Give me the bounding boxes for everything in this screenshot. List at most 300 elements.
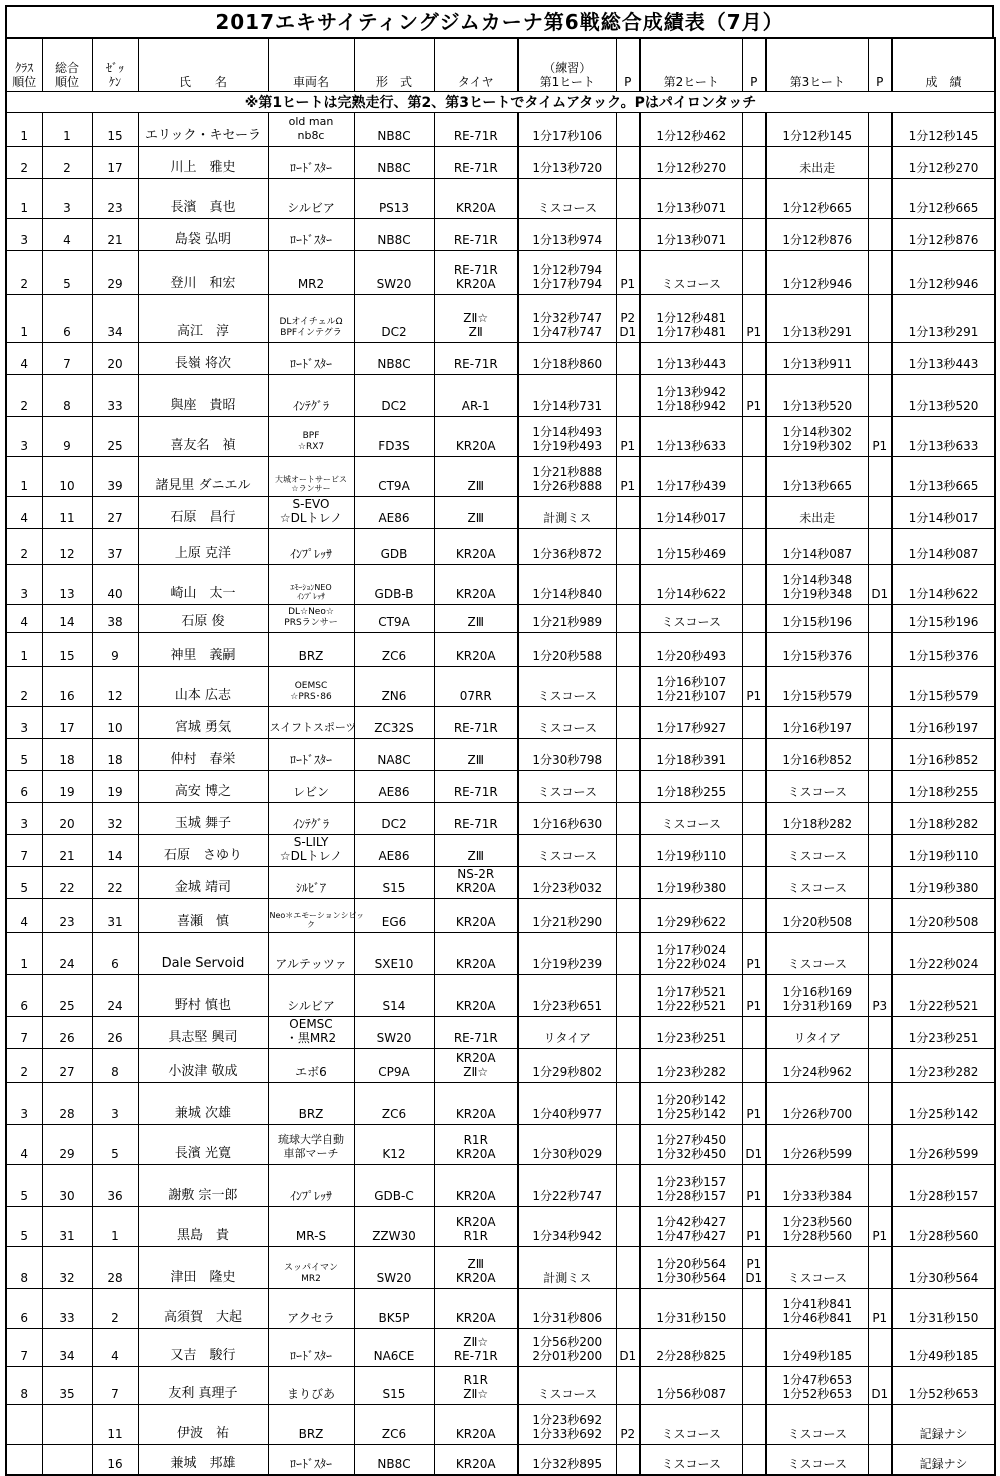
heat1-line: ミスコース xyxy=(537,689,597,703)
driver-name-cell: 喜瀬 慎 xyxy=(138,899,268,933)
class-rank-cell: 2 xyxy=(6,147,42,179)
driver-name-cell: 高須賀 大起 xyxy=(138,1289,268,1329)
heat2-penalty-cell xyxy=(742,1289,766,1329)
heat2-line: 1分20秒564 xyxy=(656,1257,727,1271)
car-name-cell xyxy=(268,179,354,219)
heat1-cell xyxy=(518,1017,616,1049)
tire-line: KR20A xyxy=(455,1107,496,1121)
car-name-cell xyxy=(268,1049,354,1083)
header-car: 車両名 xyxy=(268,38,354,92)
heat3-cell xyxy=(766,1445,868,1475)
table-row xyxy=(6,1367,995,1405)
zekken-cell: 39 xyxy=(92,457,138,497)
driver-name-cell: 小波津 敬成 xyxy=(138,1049,268,1083)
heat1-line: 1分29秒802 xyxy=(532,1065,603,1079)
result-cell: 1分12秒270 xyxy=(892,147,995,179)
heat2-line: 1分15秒469 xyxy=(656,547,727,561)
heat2-penalty-cell xyxy=(742,1367,766,1405)
zekken-cell: 11 xyxy=(92,1405,138,1445)
heat2-cell xyxy=(640,803,742,835)
heat1-penalty-cell xyxy=(616,933,640,975)
heat3-line: 1分12秒145 xyxy=(782,129,853,143)
heat2-penalty-cell xyxy=(742,867,766,899)
result-cell: 1分49秒185 xyxy=(892,1329,995,1367)
class-rank-cell: 3 xyxy=(6,1083,42,1125)
heat1-penalty-cell xyxy=(616,1367,640,1405)
heat2-cell xyxy=(640,343,742,375)
heat3-penalty-line: P1 xyxy=(872,439,888,453)
heat2-line: 1分19秒380 xyxy=(656,881,727,895)
tire-cell xyxy=(434,251,518,295)
model-cell: SXE10 xyxy=(354,933,434,975)
heat3-line: 1分14秒087 xyxy=(782,547,853,561)
heat1-cell xyxy=(518,1289,616,1329)
result-cell: 1分26秒599 xyxy=(892,1125,995,1165)
heat3-penalty-cell xyxy=(868,1329,892,1367)
zekken-cell: 17 xyxy=(92,147,138,179)
heat3-penalty-cell xyxy=(868,375,892,417)
heat2-penalty-cell xyxy=(742,457,766,497)
result-cell: 1分14秒017 xyxy=(892,497,995,529)
heat1-line: 1分12秒794 xyxy=(532,263,603,277)
heat1-penalty-cell xyxy=(616,529,640,565)
heat3-penalty-cell xyxy=(868,565,892,605)
heat3-line: 1分15秒579 xyxy=(782,689,853,703)
overall-rank-cell: 23 xyxy=(42,899,92,933)
overall-rank-cell: 22 xyxy=(42,867,92,899)
heat1-cell xyxy=(518,1367,616,1405)
result-cell: 1分23秒251 xyxy=(892,1017,995,1049)
heat3-line: 1分41秒841 xyxy=(782,1297,853,1311)
heat2-cell xyxy=(640,605,742,633)
heat1-line: 1分36秒872 xyxy=(532,547,603,561)
zekken-cell: 4 xyxy=(92,1329,138,1367)
heat1-line: 1分14秒840 xyxy=(532,587,603,601)
class-rank-cell: 1 xyxy=(6,457,42,497)
model-cell: K12 xyxy=(354,1125,434,1165)
class-rank-cell: 2 xyxy=(6,667,42,707)
heat2-line: 1分27秒450 xyxy=(656,1133,727,1147)
heat3-line: 1分12秒876 xyxy=(782,233,853,247)
car-name-cell xyxy=(268,417,354,457)
zekken-cell: 1 xyxy=(92,1207,138,1247)
heat3-line: ミスコース xyxy=(787,849,847,863)
zekken-cell: 23 xyxy=(92,179,138,219)
car-name-line: スッパイマン xyxy=(284,1263,338,1273)
heat2-cell xyxy=(640,933,742,975)
driver-name-cell: 宮城 勇気 xyxy=(138,707,268,739)
heat2-penalty-line: D1 xyxy=(745,1147,763,1161)
result-cell: 1分12秒946 xyxy=(892,251,995,295)
table-row xyxy=(6,565,995,605)
zekken-cell: 20 xyxy=(92,343,138,375)
heat1-line: ミスコース xyxy=(537,721,597,735)
heat3-line: 1分33秒384 xyxy=(782,1189,853,1203)
class-rank-cell: 7 xyxy=(6,1329,42,1367)
heat2-cell xyxy=(640,147,742,179)
heat1-cell xyxy=(518,835,616,867)
heat1-penalty-cell xyxy=(616,1165,640,1207)
car-name-line: OEMSC xyxy=(294,681,328,691)
heat1-penalty-cell xyxy=(616,867,640,899)
zekken-cell: 12 xyxy=(92,667,138,707)
heat1-cell xyxy=(518,1405,616,1445)
model-cell: SW20 xyxy=(354,1247,434,1289)
tire-cell xyxy=(434,1289,518,1329)
overall-rank-cell: 1 xyxy=(42,113,92,147)
heat1-penalty-line: P2 xyxy=(620,1427,636,1441)
tire-line: RE-71R xyxy=(453,817,498,831)
heat1-line: ミスコース xyxy=(537,785,597,799)
class-rank-cell: 7 xyxy=(6,835,42,867)
header-tire: タイヤ xyxy=(434,38,518,92)
tire-cell xyxy=(434,295,518,343)
heat1-penalty-cell xyxy=(616,1017,640,1049)
car-name-line: Neo＊エモーションシビッ xyxy=(269,911,365,920)
heat3-penalty-cell xyxy=(868,867,892,899)
heat2-penalty-cell xyxy=(742,1329,766,1367)
driver-name-cell: 長濱 真也 xyxy=(138,179,268,219)
results-sheet xyxy=(5,5,994,1476)
heat3-line: 1分52秒653 xyxy=(782,1387,853,1401)
tire-line: KR20A xyxy=(455,1147,496,1161)
heat2-cell xyxy=(640,1125,742,1165)
zekken-cell: 38 xyxy=(92,605,138,633)
heat1-line: 1分18秒860 xyxy=(532,357,603,371)
heat1-cell xyxy=(518,529,616,565)
heat3-cell xyxy=(766,633,868,667)
car-name-cell xyxy=(268,899,365,933)
tire-line: ZⅢ xyxy=(467,1257,484,1271)
tire-line: ZⅢ xyxy=(467,849,484,863)
class-rank-cell: 6 xyxy=(6,771,42,803)
zekken-cell: 3 xyxy=(92,1083,138,1125)
class-rank-cell: 4 xyxy=(6,497,42,529)
heat3-penalty-cell xyxy=(868,1165,892,1207)
car-name-line: BRZ xyxy=(298,1107,324,1121)
zekken-cell: 28 xyxy=(92,1247,138,1289)
overall-rank-cell: 9 xyxy=(42,417,92,457)
car-name-cell xyxy=(268,251,354,295)
heat3-penalty-cell xyxy=(868,497,892,529)
heat3-cell xyxy=(766,803,868,835)
heat1-cell xyxy=(518,633,616,667)
tire-line: KR20A xyxy=(455,1215,496,1229)
car-name-cell xyxy=(268,1367,354,1405)
heat3-penalty-cell xyxy=(868,605,892,633)
driver-name-cell: 神里 義嗣 xyxy=(138,633,268,667)
heat2-cell xyxy=(640,707,742,739)
tire-line: KR20A xyxy=(455,915,496,929)
heat2-cell xyxy=(640,417,742,457)
car-name-cell xyxy=(268,1083,354,1125)
model-cell: GDB xyxy=(354,529,434,565)
model-cell: SW20 xyxy=(354,251,434,295)
heat1-line: 1分30秒798 xyxy=(532,753,603,767)
heat2-penalty-cell xyxy=(742,219,766,251)
heat1-penalty-cell xyxy=(616,1445,640,1475)
heat2-cell xyxy=(640,739,742,771)
driver-name-cell: 諸見里 ダニエル xyxy=(138,457,268,497)
tire-line: RE-71R xyxy=(453,129,498,143)
table-row xyxy=(6,1247,995,1289)
result-cell: 1分16秒197 xyxy=(892,707,995,739)
heat1-line: 1分23秒651 xyxy=(532,999,603,1013)
driver-name-cell: 金城 靖司 xyxy=(138,867,268,899)
model-cell: S15 xyxy=(354,867,434,899)
heat2-line: 1分20秒142 xyxy=(656,1093,727,1107)
heat3-cell xyxy=(766,1165,868,1207)
heat3-penalty-cell xyxy=(868,975,892,1017)
heat1-line: 1分56秒200 xyxy=(532,1335,603,1349)
model-cell: DC2 xyxy=(354,375,434,417)
class-rank-cell: 5 xyxy=(6,1165,42,1207)
heat2-line: 1分30秒564 xyxy=(656,1271,727,1285)
heat3-penalty-cell xyxy=(868,933,892,975)
heat2-cell xyxy=(640,219,742,251)
heat3-line: 1分23秒560 xyxy=(782,1215,853,1229)
class-rank-cell: 3 xyxy=(6,803,42,835)
header-result: 成 績 xyxy=(892,38,995,92)
heat3-line: ミスコース xyxy=(787,1271,847,1285)
car-name-line: エボ6 xyxy=(295,1065,327,1079)
heat3-penalty-cell xyxy=(868,1405,892,1445)
heat3-line: 1分15秒376 xyxy=(782,649,853,663)
tire-line: RE-71R xyxy=(453,161,498,175)
heat3-cell xyxy=(766,179,868,219)
heat2-penalty-cell xyxy=(742,667,766,707)
overall-rank-cell: 29 xyxy=(42,1125,92,1165)
driver-name-cell: 石原 俊 xyxy=(138,605,268,633)
model-cell: AE86 xyxy=(354,835,434,867)
heat2-cell xyxy=(640,1165,742,1207)
heat2-penalty-cell xyxy=(742,343,766,375)
car-name-line: MR2 xyxy=(297,277,325,291)
heat1-penalty-cell xyxy=(616,1247,640,1289)
header-zekken: ｾﾞｯ ｹﾝ xyxy=(92,38,138,92)
heat2-penalty-cell xyxy=(742,1017,766,1049)
heat2-line: 1分22秒024 xyxy=(656,957,727,971)
heat2-penalty-cell xyxy=(742,417,766,457)
heat2-penalty-cell xyxy=(742,1165,766,1207)
heat1-line: 1分22秒747 xyxy=(532,1189,603,1203)
car-name-cell xyxy=(268,803,354,835)
heat3-cell xyxy=(766,933,868,975)
heat3-penalty-cell xyxy=(868,1017,892,1049)
car-name-cell xyxy=(268,147,354,179)
heat2-penalty-cell xyxy=(742,251,766,295)
heat3-line: 1分20秒508 xyxy=(782,915,853,929)
heat1-line: 1分13秒974 xyxy=(532,233,603,247)
heat1-penalty-cell xyxy=(616,565,640,605)
heat2-cell xyxy=(640,295,742,343)
heat3-penalty-cell xyxy=(868,803,892,835)
heat3-line: ミスコース xyxy=(787,785,847,799)
heat3-cell xyxy=(766,1083,868,1125)
heat2-penalty-cell xyxy=(742,375,766,417)
heat2-penalty-cell xyxy=(742,529,766,565)
heat3-cell xyxy=(766,529,868,565)
page-title: 2017エキサイティングジムカーナ第6戦総合成績表（7月） xyxy=(5,5,994,37)
result-cell: 1分12秒145 xyxy=(892,113,995,147)
model-cell: ZC32S xyxy=(354,707,434,739)
car-name-cell xyxy=(268,219,354,251)
heat2-cell xyxy=(640,113,742,147)
car-name-line: ☆DLトレノ xyxy=(279,849,343,863)
heat3-penalty-cell xyxy=(868,113,892,147)
heat2-line: 1分28秒157 xyxy=(656,1189,727,1203)
heat3-line: 1分24秒962 xyxy=(782,1065,853,1079)
heat1-line: 2分01秒200 xyxy=(532,1349,603,1363)
result-cell: 1分19秒110 xyxy=(892,835,995,867)
car-name-cell xyxy=(268,1247,354,1289)
tire-cell xyxy=(434,1405,518,1445)
table-row xyxy=(6,497,995,529)
heat2-line: 1分12秒462 xyxy=(656,129,727,143)
car-name-line: BPF xyxy=(302,431,320,441)
car-name-line: ｴﾓｰｼｮﾝNEO xyxy=(290,583,332,592)
class-rank-cell: 2 xyxy=(6,375,42,417)
heat3-line: 1分18秒282 xyxy=(782,817,853,831)
heat2-line: ミスコース xyxy=(661,615,721,629)
heat1-cell xyxy=(518,295,616,343)
car-name-line: OEMSC xyxy=(289,1017,333,1031)
tire-cell xyxy=(434,497,518,529)
driver-name-cell: 津田 隆史 xyxy=(138,1247,268,1289)
tire-line: ZⅢ xyxy=(467,615,484,629)
car-name-cell xyxy=(268,529,354,565)
overall-rank-cell: 32 xyxy=(42,1247,92,1289)
car-name-line: MR-S xyxy=(295,1229,327,1243)
table-row xyxy=(6,457,995,497)
zekken-cell: 15 xyxy=(92,113,138,147)
model-cell: ZC6 xyxy=(354,1405,434,1445)
heat2-line: 1分29秒622 xyxy=(656,915,727,929)
tire-line: ZⅡ☆ xyxy=(463,1387,489,1401)
heat3-line: ミスコース xyxy=(787,881,847,895)
heat1-cell xyxy=(518,707,616,739)
heat1-line: 1分17秒106 xyxy=(532,129,603,143)
car-name-cell xyxy=(268,605,354,633)
zekken-cell: 8 xyxy=(92,1049,138,1083)
heat3-cell xyxy=(766,1017,868,1049)
model-cell: S14 xyxy=(354,975,434,1017)
heat2-penalty-line: P1 xyxy=(746,1229,762,1243)
heat2-penalty-cell xyxy=(742,295,766,343)
tire-line: KR20A xyxy=(455,881,496,895)
tire-cell xyxy=(434,803,518,835)
header-overall-rank: 総合 順位 xyxy=(42,38,92,92)
table-row xyxy=(6,113,995,147)
heat3-line: 1分16秒169 xyxy=(782,985,853,999)
heat2-line: 1分47秒427 xyxy=(656,1229,727,1243)
tire-line: KR20A xyxy=(455,1311,496,1325)
zekken-cell: 7 xyxy=(92,1367,138,1405)
driver-name-cell: 石原 さゆり xyxy=(138,835,268,867)
result-cell: 1分13秒443 xyxy=(892,343,995,375)
heat1-penalty-cell xyxy=(616,375,640,417)
heat2-penalty-cell xyxy=(742,147,766,179)
model-cell: NB8C xyxy=(354,1445,434,1475)
heat2-penalty-line: P1 xyxy=(746,999,762,1013)
result-cell: 1分28秒560 xyxy=(892,1207,995,1247)
tire-cell xyxy=(434,1207,518,1247)
heat3-line: 1分13秒520 xyxy=(782,399,853,413)
car-name-line: nb8c xyxy=(297,129,325,142)
heat2-penalty-line: P1 xyxy=(746,957,762,971)
car-name-cell xyxy=(268,835,354,867)
class-rank-cell: 8 xyxy=(6,1367,42,1405)
heat3-cell xyxy=(766,343,868,375)
notice-row xyxy=(6,92,995,113)
heat3-cell xyxy=(766,1405,868,1445)
zekken-cell: 18 xyxy=(92,739,138,771)
heat3-penalty-cell xyxy=(868,417,892,457)
heat3-cell xyxy=(766,867,868,899)
driver-name-cell: 高江 淳 xyxy=(138,295,268,343)
car-name-line: まりびあ xyxy=(286,1387,335,1401)
heat1-penalty-cell xyxy=(616,1125,640,1165)
heat1-penalty-cell xyxy=(616,295,640,343)
heat2-penalty-cell xyxy=(742,739,766,771)
heat1-cell xyxy=(518,867,616,899)
heat1-penalty-cell xyxy=(616,179,640,219)
header-heat1: （練習） 第1ヒート xyxy=(518,38,616,92)
zekken-cell: 2 xyxy=(92,1289,138,1329)
heat2-line: 1分23秒157 xyxy=(656,1175,727,1189)
heat1-cell xyxy=(518,1329,616,1367)
driver-name-cell: 川上 雅史 xyxy=(138,147,268,179)
result-cell: 1分12秒665 xyxy=(892,179,995,219)
tire-line: RE-71R xyxy=(453,1031,498,1045)
tire-cell xyxy=(434,1049,518,1083)
heat1-line: 1分32秒895 xyxy=(532,1456,603,1471)
tire-cell xyxy=(434,899,518,933)
heat3-cell xyxy=(766,457,868,497)
heat3-penalty-cell xyxy=(868,1207,892,1247)
result-cell: 1分15秒579 xyxy=(892,667,995,707)
heat1-penalty-cell xyxy=(616,147,640,179)
tire-line: AR-1 xyxy=(461,399,490,413)
result-cell: 1分13秒291 xyxy=(892,295,995,343)
model-cell: EG6 xyxy=(354,899,434,933)
tire-line: KR20A xyxy=(455,439,496,453)
heat3-penalty-cell xyxy=(868,457,892,497)
driver-name-cell: 友利 真理子 xyxy=(138,1367,268,1405)
class-rank-cell: 3 xyxy=(6,565,42,605)
heat3-line: 1分49秒185 xyxy=(782,1349,853,1363)
car-name-line: ﾛｰﾄﾞｽﾀｰ xyxy=(289,233,332,247)
model-cell: CT9A xyxy=(354,605,434,633)
overall-rank-cell: 28 xyxy=(42,1083,92,1125)
zekken-cell: 10 xyxy=(92,707,138,739)
heat1-penalty-cell xyxy=(616,1405,640,1445)
table-row xyxy=(6,1207,995,1247)
heat3-penalty-cell xyxy=(868,667,892,707)
heat1-cell xyxy=(518,1247,616,1289)
heat2-line: 1分31秒150 xyxy=(656,1311,727,1325)
tire-line: KR20A xyxy=(455,201,496,215)
heat1-cell xyxy=(518,933,616,975)
heat1-line: 1分14秒731 xyxy=(532,399,603,413)
result-cell: 1分13秒665 xyxy=(892,457,995,497)
heat1-line: ミスコース xyxy=(537,1387,597,1401)
result-cell: 1分18秒255 xyxy=(892,771,995,803)
table-row xyxy=(6,147,995,179)
heat3-line: 1分13秒291 xyxy=(782,325,853,339)
tire-cell xyxy=(434,667,518,707)
heat2-line: 1分17秒481 xyxy=(656,325,727,339)
